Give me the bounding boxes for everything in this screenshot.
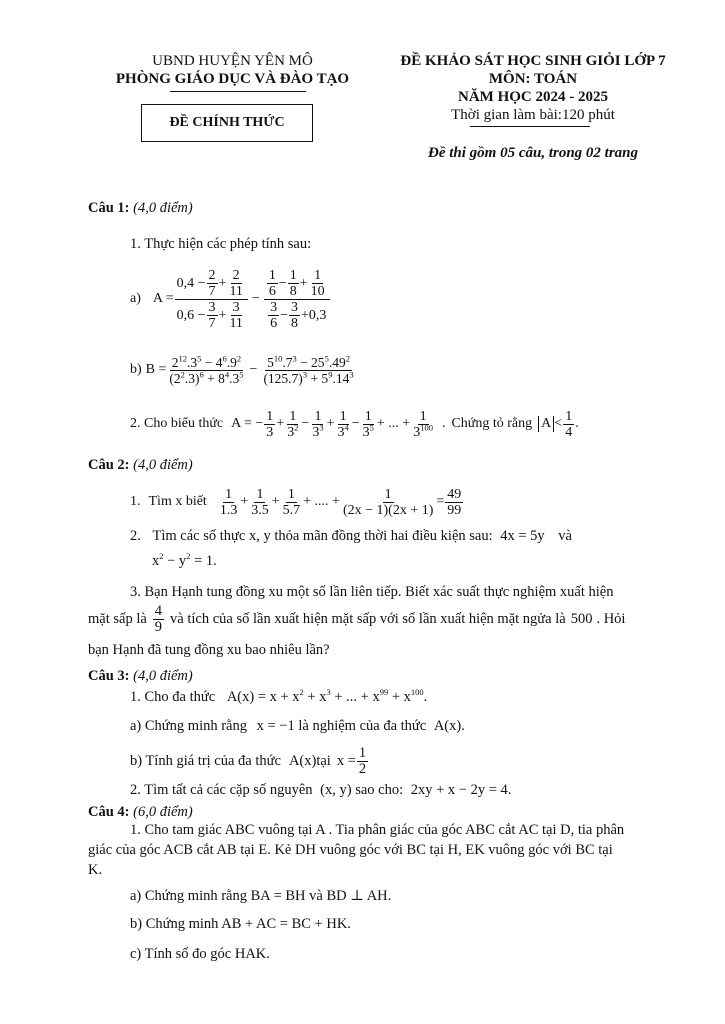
q4-line2: giác của góc ACB cắt AB tại E. Kẻ DH vuông góc với BC tại H, EK vuông góc với BC tại [88, 842, 613, 858]
q1-p1: 1. Thực hiện các phép tính sau: [130, 236, 312, 252]
q3-title: Câu 3: [88, 668, 130, 684]
q4-heading [88, 803, 193, 821]
exam-title: ĐỀ KHẢO SÁT HỌC SINH GIỎI LỚP 7 [400, 53, 666, 69]
q3-p1-text: 1. Cho đa thức [130, 689, 216, 705]
q3-p2-eq: 2xy + x − 2y = 4. [410, 782, 512, 798]
q1-a-frac1: 0,4 − $\frac{2}{7}$ + $\frac{2}{11}$ 0,6 − $\frac{3}{7}$ + $\frac{3}{11}$ [175, 268, 248, 331]
q2-p2-text: Tìm các số thực [152, 528, 246, 544]
time-limit: Thời gian làm bài:120 phút [451, 107, 615, 123]
department-name: PHÒNG GIÁO DỤC VÀ ĐÀO TẠO [115, 71, 350, 87]
q2-p3-line1: 3. Bạn Hạnh tung đồng xu một số lần liên tiếp. Biết xác suất thực nghiệm xuất hiện [130, 584, 614, 600]
q4-title: Câu 4: [88, 804, 130, 820]
q3-b: b) Tính giá trị của đa thức A(x) tại x = $\frac{1}{2}$ [130, 744, 367, 777]
official-box: ĐỀ CHÍNH THỨC [141, 104, 313, 142]
q1-heading [88, 199, 193, 217]
header-rule-left [170, 91, 306, 92]
q1-p2: 2. Cho biểu thức A = − $\frac{1}{3}$ + $\frac{1}{3^2}$ − $\frac{1}{3^3}$ + $\frac{1}{3^4}$ − $\frac{1}{3^5}$ + ... + $\frac{1}{3^{100}}$ . Chứng tỏ rằng A < $\frac{1}{4}$ . [130, 408, 579, 440]
q1-b-frac1: $\frac{2^{12}.3^5 - 4^6.9^2}{(2^2.3)^6 + 8^4.3^5}$ [169, 353, 244, 386]
q3-points: (4,0 điểm) [133, 668, 193, 684]
q2-p3-line3: bạn Hạnh đã tung đồng xu bao nhiêu lần? [88, 642, 330, 658]
q4-line1: 1. Cho tam giác ABC vuông tại A . Tia phân giác của góc ABC cắt AC tại D, tia phân [130, 822, 625, 838]
q4-a: a) Chứng minh rằng BA = BH và BD ⊥ AH. [130, 888, 392, 904]
q3-p2 [130, 781, 511, 799]
q4-b: b) Chứng minh AB + AC = BC + HK. [130, 916, 351, 932]
q2-title: Câu 2: [88, 457, 130, 473]
authority-name: UBND HUYỆN YÊN MÔ [152, 53, 313, 69]
q4-line3: K. [88, 862, 103, 878]
q2-p3-line2b: và tích của số lần xuất hiện mặt sấp với số lần xuất hiện mặt ngửa là [170, 610, 566, 627]
q3-b-text: b) Tính giá trị của đa thức [130, 752, 281, 769]
q2-points: (4,0 điểm) [133, 457, 193, 473]
q2-p2-and: và [558, 528, 572, 544]
q2-heading [88, 456, 193, 474]
q2-p3-value: 500 [570, 610, 593, 627]
q2-p3-line2a: mặt sấp là [88, 610, 147, 627]
q3-a-text2: là nghiệm của đa thức [298, 718, 427, 734]
q3-p2-text2: sao cho: [355, 782, 404, 798]
q2-p2-cond2: $x^2 - y^2 = 1$. [152, 551, 217, 569]
q2-p1: 1. Tìm x biết $\frac{1}{1.3}$ + $\frac{1}{3.5}$ + $\frac{1}{5.7}$ + .... + $\frac{1}{(2x - 1)(2x + 1)}$ = $\frac{49}{99}$ [130, 486, 462, 518]
q1-b-expression: b) B = $\frac{2^{12}.3^5 - 4^6.9^2}{(2^2.3)^6 + 8^4.3^5}$ − $\frac{5^{10}.7^3 - 25^5.49^2}{(125.7)^3 + 5^9.14^3}$ [130, 353, 354, 386]
q2-p2-cond1: 4x = 5y [500, 528, 545, 544]
page-note: Đề thi gồm 05 câu, trong 02 trang [427, 145, 639, 161]
q1-a-lhs: A = [152, 291, 174, 306]
q2-p1-label: 1. [130, 494, 141, 509]
q1-p2-text: 2. Cho biểu thức [130, 416, 224, 431]
q2-p2 [130, 527, 572, 545]
school-year: NĂM HỌC 2024 - 2025 [458, 89, 608, 105]
q1-b-frac2: $\frac{5^{10}.7^3 - 25^5.49^2}{(125.7)^3 + 5^9.14^3}$ [263, 353, 354, 386]
q1-title: Câu 1: [88, 200, 130, 216]
q1-points: (4,0 điểm) [133, 200, 193, 216]
q2-p2-text2: thỏa mãn đồng thời hai điều kiện sau: [274, 528, 493, 544]
q1-p2-claim: Chứng tỏ rằng [451, 416, 533, 431]
q1-b-label: b) [130, 362, 142, 377]
q3-p2-pair: (x, y) [320, 782, 352, 798]
q3-a-text: a) Chứng minh rằng [130, 718, 247, 734]
subject: MÔN: TOÁN [488, 71, 578, 87]
header-rule-right [470, 126, 590, 127]
q2-p1-text: Tìm x biết [148, 494, 207, 509]
q2-p3-line2c: . Hỏi [596, 610, 626, 627]
q2-p2-label: 2. [130, 528, 141, 544]
q3-a-root: x = −1 [256, 718, 295, 734]
q4-points: (6,0 điểm) [133, 804, 193, 820]
q1-a-frac2: $\frac{1}{6}$ − $\frac{1}{8}$ + $\frac{1}{10}$ $\frac{3}{6}$ − $\frac{3}{8}$ +0,3 [264, 268, 330, 331]
q1-a-expression: a) A = 0,4 − $\frac{2}{7}$ + $\frac{2}{11}$ 0,6 − $\frac{3}{7}$ + $\frac{3}{11}$ − $\frac{1}{6}$ − $\frac{1}{8}$ + $\frac{1}{10}$ $\frac{3}{6}$ − $\frac{3}{8}$ +0,3 [130, 262, 331, 336]
q3-a: a) Chứng minh rằng x = −1 là nghiệm của đa thức A(x). [130, 718, 465, 734]
q1-a-label: a) [130, 291, 141, 306]
q2-p2-vars: x, y [248, 528, 271, 544]
q4-c: c) Tính số đo góc HAK. [130, 946, 270, 962]
q2-p3-line2: mặt sấp là $\frac{4}{9}$ và tích của số lần xuất hiện mặt sấp với số lần xuất hiện mặt ngửa là 500 . Hỏi [88, 602, 626, 635]
q3-p2-text: 2. Tìm tất cả các cặp số nguyên [130, 782, 313, 798]
q3-p1: 1. Cho đa thức $A(x) = x + x^2 + x^3$ + ... + $x^{99} + x^{100}$. [130, 687, 428, 705]
q3-heading [88, 667, 193, 685]
q3-b-text2: tại [316, 752, 331, 769]
